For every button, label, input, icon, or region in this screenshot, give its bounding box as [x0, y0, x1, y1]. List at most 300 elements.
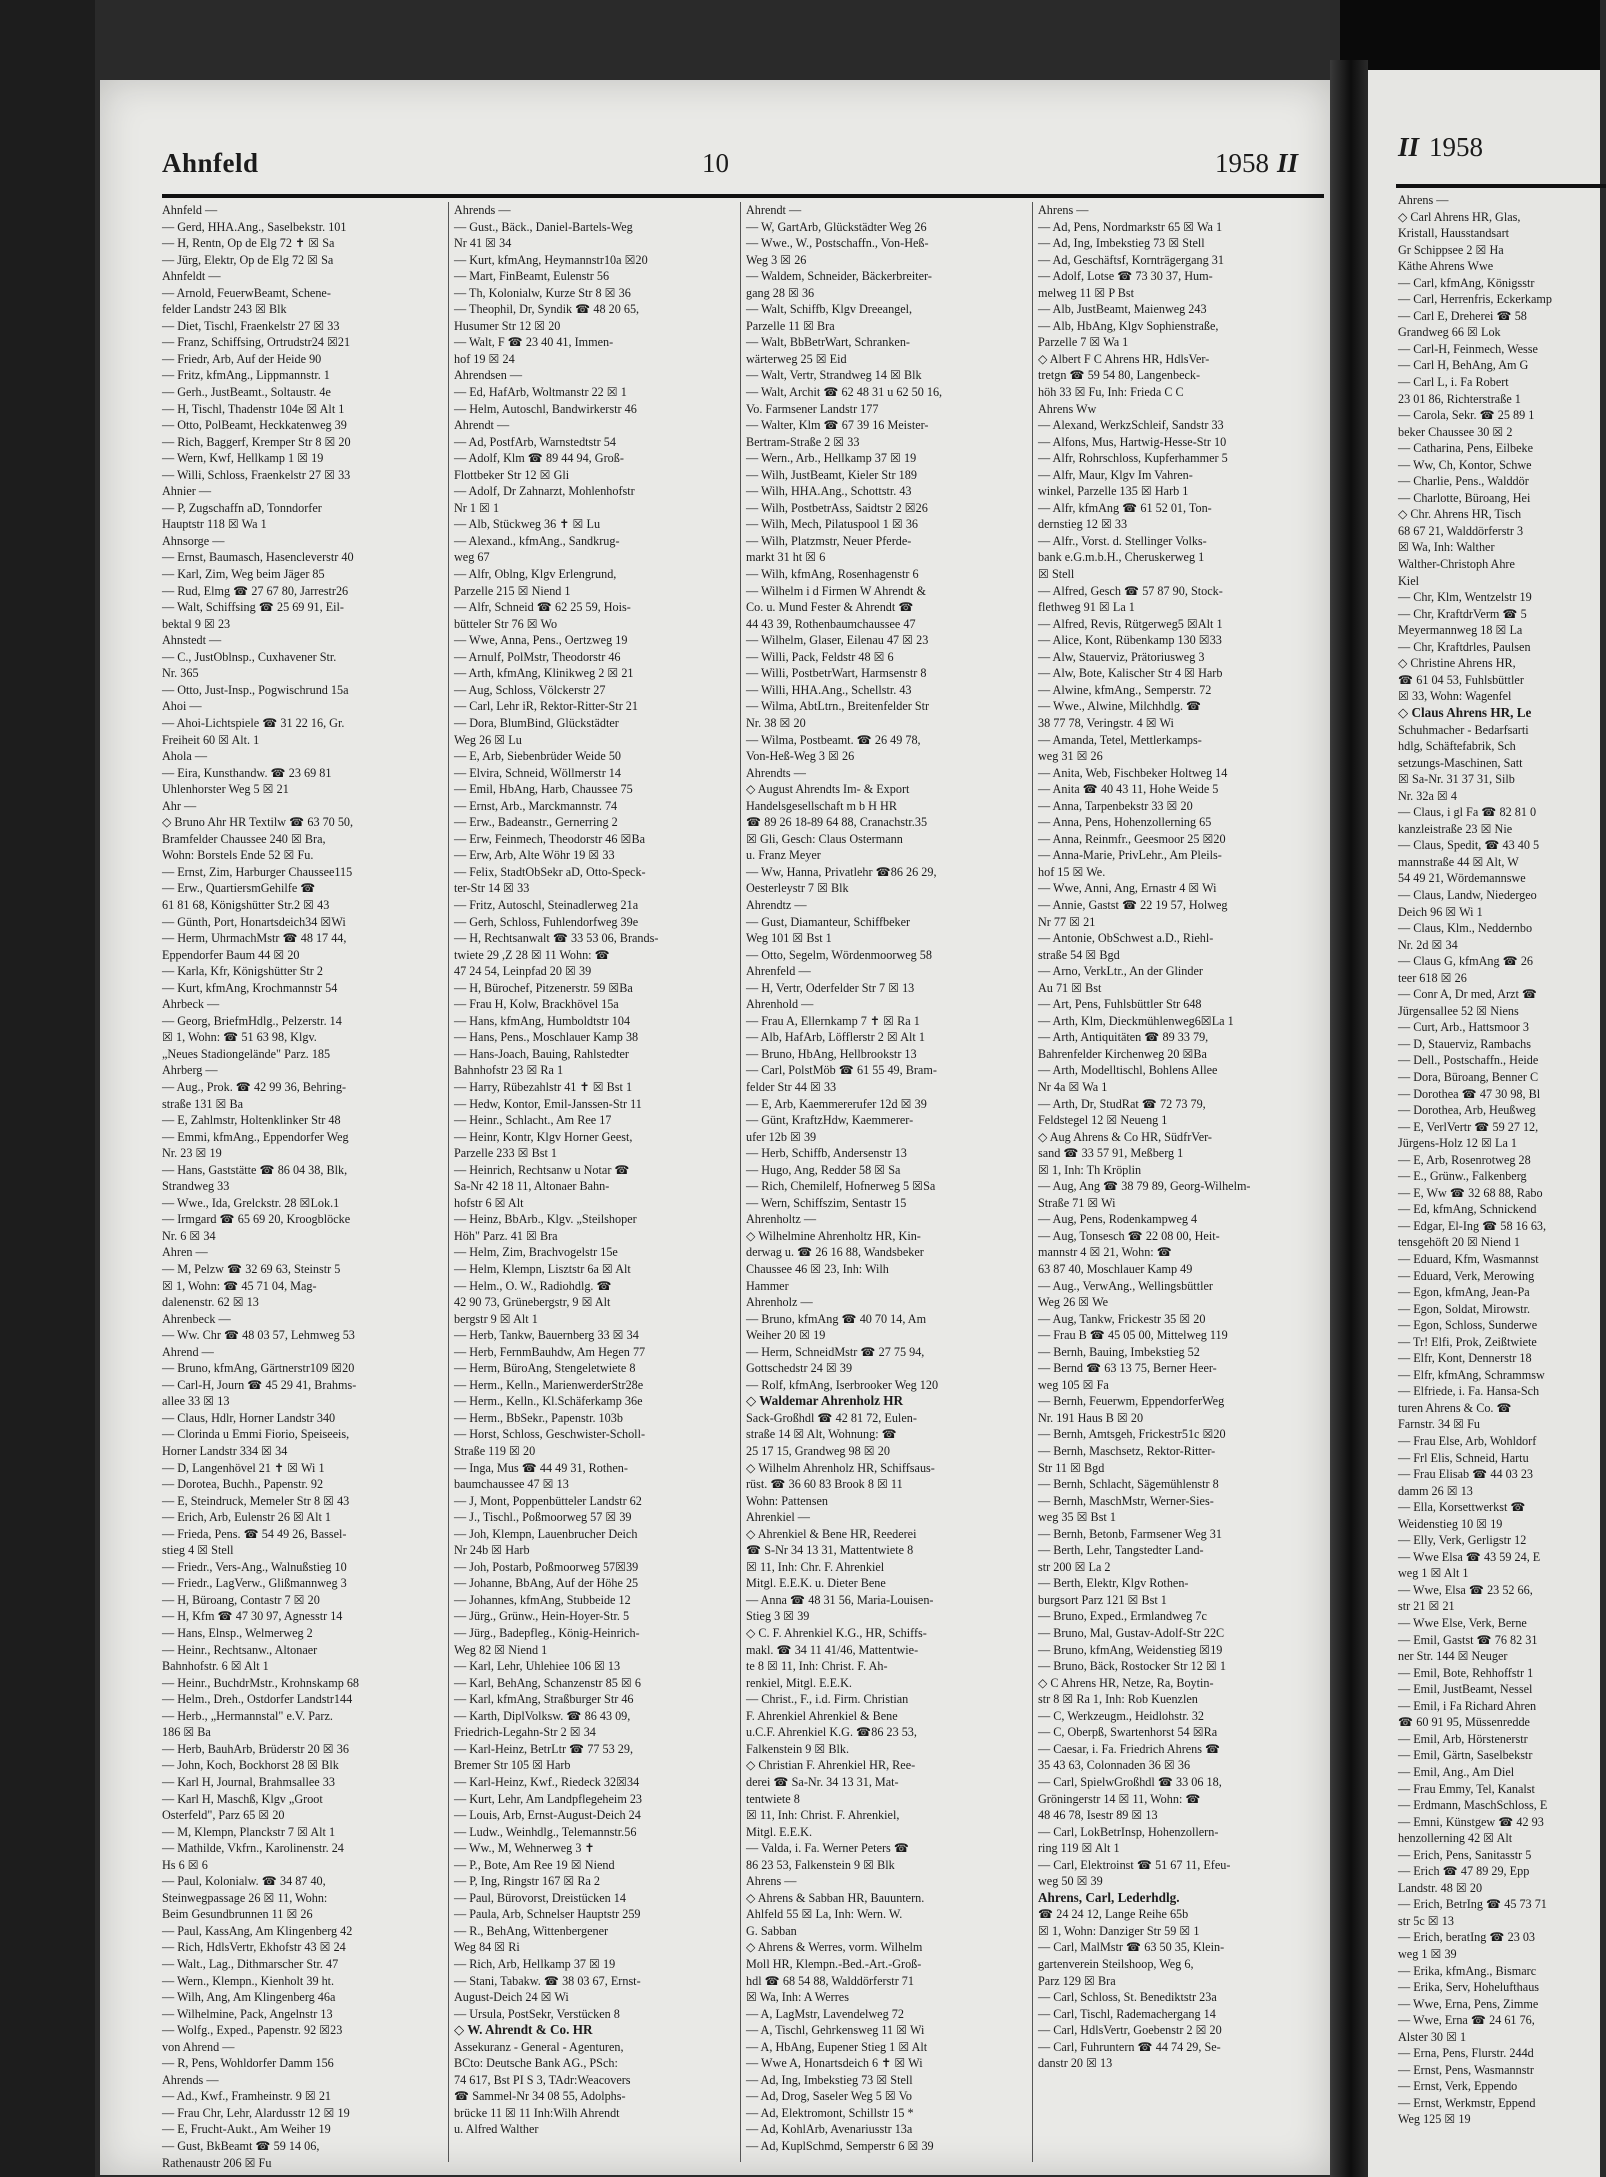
directory-entry-line: — Alfr, Schneid ☎ 62 25 59, Hois-	[454, 600, 631, 615]
directory-entry-line: — Chr, Kraftdrles, Paulsen	[1398, 639, 1531, 654]
volume-numeral: II	[1276, 148, 1298, 178]
directory-entry-line: — Carl, MalMstr ☎ 63 50 35, Klein-	[1038, 1940, 1225, 1955]
directory-entry-line: — Frl Elis, Schneid, Hartu	[1398, 1450, 1529, 1465]
directory-entry-line: — Berth, Elektr, Klgv Rothen-	[1038, 1576, 1189, 1591]
directory-entry-line: Friedrich-Legahn-Str 2 ☒ 34	[454, 1725, 596, 1740]
directory-entry-line: — Edgar, El-Ing ☎ 58 16 63,	[1398, 1218, 1547, 1233]
directory-entry-line: — Herm., Kelln., MarienwerderStr28e	[454, 1377, 644, 1392]
directory-entry-line: — Herb, Tankw, Bauernberg 33 ☒ 34	[454, 1328, 639, 1343]
directory-entry-line: — Helm, Autoschl, Bandwirkerstr 46	[454, 401, 637, 416]
directory-entry-line: — Dora, BlumBind, Glückstädter	[454, 715, 619, 730]
directory-entry-line: — Bruno, Exped., Ermlandweg 7c	[1038, 1609, 1207, 1624]
directory-entry-line: Str 11 ☒ Bgd	[1038, 1460, 1105, 1475]
directory-entry-line: — Willi, PostbetrWart, Harmsenstr 8	[746, 666, 927, 681]
directory-entry-line: Walther-Christoph Ahre	[1398, 557, 1515, 572]
directory-entry-line: weg 35 ☒ Bst 1	[1038, 1510, 1116, 1525]
directory-entry-line: — Clorinda u Emmi Fiorio, Speiseeis,	[162, 1427, 350, 1442]
column-4	[1038, 202, 1318, 2162]
directory-entry-line: Wohn: Pattensen	[746, 1493, 828, 1508]
directory-entry-line: kanzleistraße 23 ☒ Nie	[1398, 821, 1513, 836]
directory-entry-line: — Frau Elisab ☎ 44 03 23	[1398, 1467, 1534, 1482]
directory-entry-line: Parzelle 233 ☒ Bst 1	[454, 1146, 557, 1161]
directory-entry-line: — Hans, Pens., Moschlauer Kamp 38	[454, 1030, 639, 1045]
directory-entry-line: — Walt, Schiffb, Klgv Dreeangel,	[746, 302, 913, 317]
directory-entry-line: Nr. 6 ☒ 34	[162, 1228, 216, 1243]
directory-entry-line: höh 33 ☒ Fu, Inh: Frieda C C	[1038, 385, 1184, 400]
directory-entry-line: Jürgens-Holz 12 ☒ La 1	[1398, 1136, 1518, 1151]
directory-entry-line: Ahrens —	[746, 1874, 797, 1889]
directory-entry-line: Ahrendt —	[454, 418, 510, 433]
directory-entry-line: — Carl E, Dreherei ☎ 58	[1398, 308, 1527, 323]
directory-entry-line: Kiel	[1398, 573, 1419, 588]
directory-entry-line: Eppendorfer Baum 44 ☒ 20	[162, 947, 300, 962]
directory-entry-line: — Erika, kfmAng., Bismarc	[1398, 1963, 1537, 1978]
directory-entry-line: — H, Kfm ☎ 47 30 97, Agnesstr 14	[162, 1609, 343, 1624]
directory-entry-line: — Alfons, Mus, Hartwig-Hesse-Str 10	[1038, 434, 1227, 449]
directory-entry-line: — Karl, BehAng, Schanzenstr 85 ☒ 6	[454, 1675, 641, 1690]
directory-entry-line: ◇ August Ahrendts Im- & Export	[746, 782, 910, 797]
directory-entry-line: — Erich, BetrIng ☎ 45 73 71	[1398, 1897, 1547, 1912]
directory-entry-line: — Jürg., Grünw., Hein-Hoyer-Str. 5	[454, 1609, 630, 1624]
directory-entry-line: — Bruno, Bäck, Rostocker Str 12 ☒ 1	[1038, 1659, 1226, 1674]
directory-entry-line: — Johanne, BbAng, Auf der Höhe 25	[454, 1576, 639, 1591]
directory-entry-line: — E., Grünw., Falkenberg	[1398, 1169, 1527, 1184]
directory-entry-line: — Frau Emmy, Tel, Kanalst	[1398, 1781, 1535, 1796]
directory-entry-line: Ahrenkiel —	[746, 1510, 810, 1525]
directory-entry-line: — Carl, Elektroinst ☎ 51 67 11, Efeu-	[1038, 1857, 1231, 1872]
directory-entry-line: Steinwegpassage 26 ☒ 11, Wohn:	[162, 1890, 328, 1905]
directory-entry-line: Nr 1 ☒ 1	[454, 500, 500, 515]
directory-entry-line: — W, GartArb, Glückstädter Weg 26	[746, 219, 927, 234]
directory-entry-line: — Dorothea ☎ 47 30 98, Bl	[1398, 1086, 1541, 1101]
directory-entry-line: — Anna, Tarpenbekstr 33 ☒ 20	[1038, 798, 1193, 813]
directory-entry-line: Weiher 20 ☒ 19	[746, 1328, 826, 1343]
directory-entry-line: — Arth, Dr, StudRat ☎ 72 73 79,	[1038, 1096, 1206, 1111]
directory-entry-line: — Alexand, WerkzSchleif, Sandstr 33	[1038, 418, 1224, 433]
directory-entry-line: — Herb., „Hermannstal" e.V. Parz.	[162, 1708, 333, 1723]
directory-entry-line: Ahrendsen —	[454, 368, 523, 383]
directory-entry-line: — Emil, Bote, Rehhoffstr 1	[1398, 1665, 1534, 1680]
directory-entry-line: ☒ Gli, Gesch: Claus Ostermann	[746, 831, 903, 846]
directory-entry-line: — Alw, Bote, Kalischer Str 4 ☒ Harb	[1038, 666, 1223, 681]
directory-entry-line: — Karl H, Maschß, Klgv „Groot	[162, 1791, 323, 1806]
directory-entry-line: u. Alfred Walther	[454, 2122, 539, 2137]
directory-entry-line: — Emil, Gastst ☎ 76 82 31	[1398, 1632, 1538, 1647]
header-rule	[162, 194, 1324, 198]
directory-entry-line: Bahrenfelder Kirchenweg 20 ☒Ba	[1038, 1046, 1207, 1061]
directory-entry-line: — Anna, Pens, Hohenzollerning 65	[1038, 815, 1212, 830]
directory-entry-line: wärterweg 25 ☒ Eid	[746, 351, 847, 366]
directory-entry-line: — Anna ☎ 48 31 56, Maria-Louisen-	[746, 1592, 934, 1607]
right-volume-numeral: II	[1398, 132, 1420, 162]
directory-entry-line: — Otto, PolBeamt, Heckkatenweg 39	[162, 418, 347, 433]
directory-entry-line: — Kurt, Lehr, Am Landpflegeheim 23	[454, 1791, 643, 1806]
directory-entry-line: Ahnstedt —	[162, 633, 222, 648]
directory-entry-line: — John, Koch, Bockhorst 28 ☒ Blk	[162, 1758, 339, 1773]
directory-entry-line: — Ad., Kwf., Framheinstr. 9 ☒ 21	[162, 2089, 332, 2104]
directory-entry-line: — Arth, Modelltischl, Bohlens Allee	[1038, 1063, 1218, 1078]
directory-entry-line: — Ed, HafArb, Woltmanstr 22 ☒ 1	[454, 385, 627, 400]
directory-entry-line: — Antonie, ObSchwest a.D., Riehl-	[1038, 931, 1214, 946]
directory-entry-line: — Dorothea, Arb, Heußweg	[1398, 1103, 1536, 1118]
directory-entry-line: — Günth, Port, Honartsdeich34 ☒Wi	[162, 914, 346, 929]
directory-entry-line: ☒ Stell	[1038, 567, 1075, 582]
directory-entry-line: — Wilh, Mech, Pilatuspool 1 ☒ 36	[746, 517, 919, 532]
directory-entry-line: — Erich ☎ 47 89 29, Epp	[1398, 1864, 1530, 1879]
directory-entry-line: — Ww, Hanna, Privatlehr ☎86 26 29,	[746, 864, 937, 879]
directory-entry-line: Vo. Farmsener Landstr 177	[746, 401, 879, 416]
directory-entry-line: — Wwe, Erna, Pens, Zimme	[1398, 1996, 1539, 2011]
directory-entry-line: ☒ Sa-Nr. 31 37 31, Silb	[1398, 772, 1515, 787]
directory-entry-line: ☒ 1, Wohn: ☎ 45 71 04, Mag-	[162, 1278, 317, 1293]
directory-entry-line: — Rich, Arb, Hellkamp 37 ☒ 19	[454, 1956, 616, 1971]
directory-entry-line: Hs 6 ☒ 6	[162, 1857, 208, 1872]
directory-entry-line: — Emni, Künstgew ☎ 42 93	[1398, 1814, 1544, 1829]
directory-entry-line: — Caesar, i. Fa. Friedrich Ahrens ☎	[1038, 1741, 1221, 1756]
directory-entry-line: — Walt., Lag., Dithmarscher Str. 47	[162, 1956, 339, 1971]
directory-entry-line: — Alw, Stauerviz, Prätoriusweg 3	[1038, 649, 1205, 664]
directory-entry-line: G. Sabban	[746, 1923, 797, 1938]
directory-entry-line: — Claus, Hdlr, Horner Landstr 340	[162, 1410, 336, 1425]
directory-entry-line: — Elfr, Kont, Dennerstr 18	[1398, 1351, 1532, 1366]
directory-entry-line: Ahrenhold —	[746, 997, 814, 1012]
directory-entry-line: — Gerh, Schloss, Fuhlendorfweg 39e	[454, 914, 639, 929]
directory-entry-line: — Wwe, Anni, Ang, Ernastr 4 ☒ Wi	[1038, 881, 1217, 896]
directory-entry-line: — Alwine, kfmAng., Semperstr. 72	[1038, 682, 1212, 697]
directory-entry-line: — Heinr., BuchdrMstr., Krohnskamp 68	[162, 1675, 360, 1690]
directory-entry-line: — Aug, Pens, Rodenkampweg 4	[1038, 1212, 1198, 1227]
directory-entry-line: — Eduard, Kfm, Wasmannst	[1398, 1252, 1539, 1266]
directory-entry-line: — Elly, Verk, Gerligstr 12	[1398, 1533, 1527, 1548]
directory-entry-line: henzollerning 42 ☒ Alt	[1398, 1831, 1513, 1846]
directory-entry-line: Bertram-Straße 2 ☒ 33	[746, 434, 860, 449]
directory-entry-line: — Erna, Pens, Flurstr. 244d	[1398, 2046, 1534, 2061]
directory-entry-line: ☒ 1, Inh: Th Kröplin	[1038, 1162, 1142, 1177]
directory-entry-line: Nr 24b ☒ Harb	[454, 1543, 530, 1558]
directory-entry-line: — Helm., O. W., Radiohdlg. ☎	[454, 1278, 612, 1293]
directory-entry-line: — Anita, Web, Fischbeker Holtweg 14	[1038, 765, 1228, 780]
directory-entry-line: — A, LagMstr, Lavendelweg 72	[746, 2006, 904, 2021]
directory-entry-line: renkiel, Mitgl. E.E.K.	[746, 1675, 852, 1690]
directory-entry-line: — H, Büroang, Contastr 7 ☒ 20	[162, 1592, 320, 1607]
directory-entry-line: 86 23 53, Falkenstein 9 ☒ Blk	[746, 1857, 895, 1872]
directory-entry-line: — E, VerlVertr ☎ 59 27 12,	[1398, 1119, 1539, 1134]
directory-entry-line: tensgehöft 20 ☒ Niend 1	[1398, 1235, 1520, 1250]
directory-entry-line: — Emil, Arb, Hörstenerstr	[1398, 1731, 1528, 1746]
directory-entry-line: — Günt, KraftzHdw, Kaemmerer-	[746, 1113, 914, 1128]
directory-entry-line: — H, Tischl, Thadenstr 104e ☒ Alt 1	[162, 401, 345, 416]
directory-entry-line: — Bruno, kfmAng, Gärtnerstr109 ☒20	[162, 1361, 355, 1376]
directory-entry-line: Moll HR, Klempn.-Bed.-Art.-Groß-	[746, 1956, 922, 1971]
directory-entry-line: Ahrends —	[454, 203, 511, 217]
directory-entry-line: — Alexand., kfmAng., Sandkrug-	[454, 533, 620, 548]
directory-entry-line: — Wilh, JustBeamt, Kieler Str 189	[746, 467, 917, 482]
directory-entry-line: Nr 77 ☒ 21	[1038, 914, 1096, 929]
directory-entry-line: — Wilh, Ang, Am Klingenberg 46a	[162, 1990, 336, 2005]
directory-entry-line: — Arno, VerkLtr., An der Glinder	[1038, 964, 1203, 979]
directory-entry-line: — Otto, Just-Insp., Pogwischrund 15a	[162, 682, 349, 697]
directory-entry-line: — Herm, UhrmachMstr ☎ 48 17 44,	[162, 931, 347, 946]
directory-entry-line: weg 31 ☒ 26	[1038, 749, 1103, 764]
directory-entry-line: — Ursula, PostSekr, Verstücken 8	[454, 2006, 620, 2021]
directory-entry-line: — Adolf, Lotse ☎ 73 30 37, Hum-	[1038, 269, 1213, 284]
directory-entry-line: ☎ 60 91 95, Müssenredde	[1398, 1715, 1530, 1730]
directory-entry-line: ring 119 ☒ Alt 1	[1038, 1841, 1120, 1856]
directory-entry-line: Ahrenbeck —	[162, 1311, 231, 1326]
directory-entry-line: — Aug, Tankw, Frickestr 35 ☒ 20	[1038, 1311, 1206, 1326]
directory-entry-line: — Herb, BauhArb, Brüderstr 20 ☒ 36	[162, 1741, 349, 1756]
directory-entry-line: 38 77 78, Veringstr. 4 ☒ Wi	[1038, 715, 1174, 730]
directory-entry-line: 63 87 40, Moschlauer Kamp 49	[1038, 1262, 1193, 1276]
right-page-column	[1398, 192, 1598, 2152]
scan-background-left	[0, 0, 95, 2177]
directory-entry-line: — Kurt, kfmAng, Heymannstr10a ☒20	[454, 252, 648, 267]
directory-entry-line: 44 43 39, Rothenbaumchaussee 47	[746, 616, 916, 631]
directory-entry-line: — Wwe Elsa ☎ 43 59 24, E	[1398, 1549, 1541, 1564]
directory-entry-line: ufer 12b ☒ 39	[746, 1129, 817, 1144]
directory-entry-line: — Wolfg., Exped., Papenstr. 92 ☒23	[162, 2023, 343, 2038]
directory-entry-line: — Bernh, Betonb, Farmsener Weg 31	[1038, 1526, 1222, 1541]
directory-entry-line: — A, HbAng, Eupener Stieg 1 ☒ Alt	[746, 2039, 928, 2054]
directory-entry-line: — Joh, Postarb, Poßmoorweg 57☒39	[454, 1559, 639, 1574]
directory-entry-line: — Hedw, Kontor, Emil-Janssen-Str 11	[454, 1096, 642, 1111]
directory-entry-line: Rathenaustr 206 ☒ Fu	[162, 2155, 272, 2170]
right-page-header	[1398, 132, 1483, 163]
directory-entry-line: — Emil, Gärtn, Saselbekstr	[1398, 1748, 1533, 1763]
directory-entry-line: — Theophil, Dr, Syndik ☎ 48 20 65,	[454, 302, 640, 317]
directory-entry-line: — Georg, BriefmHdlg., Pelzerstr. 14	[162, 1013, 342, 1028]
directory-entry-line: Weg 26 ☒ We	[1038, 1295, 1108, 1310]
directory-entry-line: weg 1 ☒ Alt 1	[1398, 1566, 1469, 1581]
directory-entry-line: melweg 11 ☒ P Bst	[1038, 285, 1135, 300]
directory-entry-line: — Walt, Archit ☎ 62 48 31 u 62 50 16,	[746, 385, 943, 400]
directory-entry-line: — Walt, Vertr, Strandweg 14 ☒ Blk	[746, 368, 922, 383]
directory-entry-line: Weidenstieg 10 ☒ 19	[1398, 1516, 1503, 1531]
column-1	[162, 202, 442, 2170]
directory-entry-line: — Helm, Zim, Brachvogelstr 15e	[454, 1245, 618, 1260]
directory-entry-line: weg 67	[454, 550, 490, 565]
directory-entry-line: — Erich, Pens, Sanitasstr 5	[1398, 1847, 1532, 1862]
directory-entry-line: — Walt, F ☎ 23 40 41, Immen-	[454, 335, 614, 350]
directory-entry-line: — Carl, Herrenfris, Eckerkamp	[1398, 292, 1552, 307]
directory-entry-line: — Frau A, Ellernkamp 7 ✝ ☒ Ra 1	[746, 1013, 920, 1028]
directory-entry-line: — H, Vertr, Oderfelder Str 7 ☒ 13	[746, 980, 915, 995]
directory-entry-line: ◇ Chr. Ahrens HR, Tisch	[1398, 507, 1522, 522]
directory-entry-line: — Wilma, AbtLtrn., Breitenfelder Str	[746, 699, 930, 714]
directory-entry-line: Ahrens —	[1398, 193, 1449, 207]
directory-entry-line: ◇ Ahrens & Sabban HR, Bauuntern.	[746, 1890, 925, 1905]
directory-entry-line: Sa-Nr 42 18 11, Altonaer Bahn-	[454, 1179, 610, 1194]
directory-entry-line: ner Str. 144 ☒ Neuger	[1398, 1649, 1508, 1664]
directory-entry-line: — Valda, i. Fa. Werner Peters ☎	[746, 1841, 910, 1856]
column-divider	[1032, 202, 1033, 2162]
directory-entry-line: hof 19 ☒ 24	[454, 351, 515, 366]
directory-entry-line: turen Ahrens & Co. ☎	[1398, 1400, 1512, 1415]
directory-entry-line: — Paul, KassAng, Am Klingenberg 42	[162, 1923, 353, 1938]
directory-entry-line: ter-Str 14 ☒ 33	[454, 881, 530, 896]
directory-entry-line: mannstraße 44 ☒ Alt, W	[1398, 854, 1519, 869]
directory-entry-line: 42 90 73, Grünebergstr, 9 ☒ Alt	[454, 1295, 611, 1310]
directory-entry-line: ☒ 1, Wohn: Danziger Str 59 ☒ 1	[1038, 1923, 1200, 1938]
directory-entry-line: Beim Gesundbrunnen 11 ☒ 26	[162, 1907, 313, 1922]
directory-entry-line: ◇ Christian F. Ahrenkiel HR, Ree-	[746, 1758, 916, 1773]
directory-entry-line: — Herm, BüroAng, Stengeletwiete 8	[454, 1361, 636, 1376]
directory-entry-line: — Willi, Pack, Feldstr 48 ☒ 6	[746, 649, 894, 664]
directory-entry-line: — Johannes, kfmAng, Stubbeide 12	[454, 1592, 631, 1607]
directory-entry-line: beker Chaussee 30 ☒ 2	[1398, 424, 1513, 439]
directory-entry-line: ◇ Ahrenkiel & Bene HR, Reederei	[746, 1526, 917, 1541]
directory-entry-line: — P., Bote, Am Ree 19 ☒ Niend	[454, 1857, 615, 1872]
directory-entry-line: bektal 9 ☒ 23	[162, 616, 231, 631]
year-text: 1958	[1214, 148, 1269, 178]
directory-entry-line: — Friedr., Vers-Ang., Walnußstieg 10	[162, 1559, 347, 1574]
directory-entry-line: — Carl, LokBetrInsp, Hohenzollern-	[1038, 1824, 1219, 1839]
directory-entry-line: — E, Arb, Rosenrotweg 28	[1398, 1152, 1531, 1167]
directory-entry-line: — Stani, Tabakw. ☎ 38 03 67, Ernst-	[454, 1973, 641, 1988]
directory-entry-line: — E, Arb, Siebenbrüder Weide 50	[454, 749, 622, 764]
directory-entry-line: — Bernh, Amtsgeh, Frickestr51c ☒20	[1038, 1427, 1226, 1442]
directory-entry-line: — Carl H, BehAng, Am G	[1398, 358, 1529, 373]
directory-entry-line: derwag u. ☎ 26 16 88, Wandsbeker	[746, 1245, 924, 1260]
directory-entry-line: — Wilh, HHA.Ang., Schottstr. 43	[746, 484, 912, 499]
directory-entry-line: gartenverein Steilshoop, Weg 6,	[1038, 1956, 1194, 1971]
directory-entry-line: — Ad, Elektromont, Schillstr 15 *	[746, 2105, 914, 2120]
directory-entry-line: — Franz, Schiffsing, Ortrudstr24 ☒21	[162, 335, 351, 350]
directory-entry-line: — Alb, HbAng, Klgv Sophienstraße,	[1038, 318, 1219, 333]
directory-entry-line: — Elvira, Schneid, Wöllmerstr 14	[454, 765, 621, 780]
directory-entry-line: — E, Zahlmstr, Holtenklinker Str 48	[162, 1113, 341, 1128]
directory-entry-line: — Ad, Ing, Imbekstieg 73 ☒ Stell	[746, 2072, 913, 2087]
directory-entry-line: — Egon, Schloss, Sunderwe	[1398, 1318, 1538, 1333]
directory-entry-line: — Heinrich, Rechtsanw u Notar ☎	[454, 1162, 630, 1177]
directory-entry-line: — Karth, DiplVolksw. ☎ 86 43 09,	[454, 1708, 631, 1723]
directory-entry-line: Nr. 32a ☒ 4	[1398, 788, 1457, 803]
directory-entry-line: — Kurt, kfmAng, Krochmannstr 54	[162, 980, 338, 995]
directory-entry-line: — Alb, JustBeamt, Maienweg 243	[1038, 302, 1207, 317]
directory-entry-line: — Karl, Lehr, Uhlehiee 106 ☒ 13	[454, 1659, 621, 1674]
directory-entry-line: — E, Frucht-Aukt., Am Weiher 19	[162, 2122, 331, 2137]
directory-entry-line: — Felix, StadtObSekr aD, Otto-Speck-	[454, 864, 646, 879]
directory-entry-line: — Wern, Kwf, Hellkamp 1 ☒ 19	[162, 451, 324, 466]
directory-entry-line: bank e.G.m.b.H., Cheruskerweg 1	[1038, 550, 1205, 565]
directory-entry-line: — Wwe, Erna ☎ 24 61 76,	[1398, 2013, 1535, 2028]
directory-entry-line: — Anita ☎ 40 43 11, Hohe Weide 5	[1038, 782, 1219, 797]
directory-entry-line: — Dell., Postschaffn., Heide	[1398, 1053, 1539, 1068]
directory-entry-line: — Erich, Arb, Eulenstr 26 ☒ Alt 1	[162, 1510, 332, 1525]
page-number: 10	[702, 148, 729, 178]
directory-entry-line: — Tr! Elfi, Prok, Zeißtwiete	[1398, 1334, 1537, 1349]
directory-entry-line: — Wwe., Alwine, Milchhdlg. ☎	[1038, 699, 1202, 714]
directory-entry-line: — Erdmann, MaschSchloss, E	[1398, 1798, 1548, 1813]
directory-entry-line: ◇ C. F. Ahrenkiel K.G., HR, Schiffs-	[746, 1626, 927, 1641]
directory-entry-line: — Ernst, Arb., Marckmannstr. 74	[454, 798, 618, 813]
directory-entry-line: — Gerd, HHA.Ang., Saselbekstr. 101	[162, 219, 347, 234]
directory-entry-line: Nr. 38 ☒ 20	[746, 715, 806, 730]
directory-entry-line: markt 31 ht ☒ 6	[746, 550, 826, 565]
directory-entry-line: — Wilma, Postbeamt. ☎ 26 49 78,	[746, 732, 921, 747]
directory-entry-line: — Herm, SchneidMstr ☎ 27 75 94,	[746, 1344, 925, 1359]
directory-entry-line: — Arnulf, PolMstr, Theodorstr 46	[454, 649, 621, 664]
directory-entry-line: str 5c ☒ 13	[1398, 1913, 1454, 1928]
directory-entry-line: — Carl, Tischl, Rademachergang 14	[1038, 2006, 1216, 2021]
directory-entry-line: straße 131 ☒ Ba	[162, 1096, 243, 1111]
directory-entry-line: Gottschedstr 24 ☒ 39	[746, 1361, 853, 1376]
directory-entry-line: — Ad, Geschäftsf, Kornträgergang 31	[1038, 252, 1224, 267]
directory-entry-line: burgsort Parz 121 ☒ Bst 1	[1038, 1592, 1167, 1607]
directory-entry-line: — Ed, kfmAng, Schnickend	[1398, 1202, 1537, 1217]
directory-entry-line: — Carl, Lehr iR, Rektor-Ritter-Str 21	[454, 699, 638, 714]
directory-entry-line: danstr 20 ☒ 13	[1038, 2056, 1113, 2071]
directory-entry-line: — Chr, Klm, Wentzelstr 19	[1398, 590, 1532, 605]
directory-entry-line: — Alfr, Maur, Klgv Im Vahren-	[1038, 467, 1193, 482]
directory-entry-line: ☎ Sammel-Nr 34 08 55, Adolphs-	[454, 2089, 626, 2104]
directory-entry-line: Deich 96 ☒ Wi 1	[1398, 904, 1483, 919]
directory-entry-line: gang 28 ☒ 36	[746, 285, 815, 300]
directory-entry-line: — Emil, HbAng, Harb, Chaussee 75	[454, 782, 633, 797]
directory-entry-line: — Aug, Ang ☎ 38 79 89, Georg-Wilhelm-	[1038, 1179, 1251, 1194]
directory-entry-line: — Carl-H, Journ ☎ 45 29 41, Brahms-	[162, 1377, 357, 1392]
directory-entry-line: — Frau B ☎ 45 05 00, Mittelweg 119	[1038, 1328, 1228, 1343]
directory-entry-line: Husumer Str 12 ☒ 20	[454, 318, 561, 333]
directory-entry-line: — Claus, Spedit, ☎ 43 40 5	[1398, 838, 1540, 853]
directory-entry-line: mannstr 4 ☒ 21, Wohn: ☎	[1038, 1245, 1172, 1260]
directory-entry-line: — Erw, Arb, Alte Wöhr 19 ☒ 33	[454, 848, 615, 863]
directory-entry-line: — Carl-H, Feinmech, Wesse	[1398, 341, 1538, 356]
directory-entry-line: — M, Klempn, Planckstr 7 ☒ Alt 1	[162, 1824, 336, 1839]
right-header-rule	[1396, 184, 1606, 188]
directory-entry-line: Feldstegel 12 ☒ Neueng 1	[1038, 1113, 1168, 1128]
directory-entry-line: — Alfred, Revis, Rütgerweg5 ☒Alt 1	[1038, 616, 1223, 631]
directory-entry-line: — Ernst, Verk, Eppendo	[1398, 2079, 1518, 2094]
directory-entry-line: — E, Steindruck, Memeler Str 8 ☒ 43	[162, 1493, 350, 1508]
directory-entry-line: winkel, Parzelle 135 ☒ Harb 1	[1038, 484, 1189, 499]
directory-entry-line: hdlg, Schäftefabrik, Sch	[1398, 739, 1516, 754]
directory-entry-line: — D, Stauerviz, Rambachs	[1398, 1036, 1532, 1051]
directory-entry-line: Weg 101 ☒ Bst 1	[746, 931, 832, 946]
directory-entry-line: Ahrends —	[162, 2072, 219, 2087]
directory-entry-line: ☎ S-Nr 34 13 31, Mattentwiete 8	[746, 1543, 914, 1558]
directory-entry-line: — Dorotea, Buchh., Papenstr. 92	[162, 1477, 324, 1492]
directory-entry-line: — Willi, HHA.Ang., Schellstr. 43	[746, 682, 912, 697]
directory-entry-line: — Claus, Klm., Neddernbo	[1398, 921, 1533, 936]
directory-entry-line: — Rud, Elmg ☎ 27 67 80, Jarrestr26	[162, 583, 349, 598]
directory-entry-line: — Amanda, Tetel, Mettlerkamps-	[1038, 732, 1202, 747]
directory-entry-line: — Wwe., Ida, Grelckstr. 28 ☒Lok.1	[162, 1195, 340, 1210]
directory-entry-line: Von-Heß-Weg 3 ☒ 26	[746, 749, 855, 764]
directory-entry-line: — Elfr, kfmAng, Schrammsw	[1398, 1367, 1545, 1382]
directory-entry-line: ☒ 11, Inh: Chr. F. Ahrenkiel	[746, 1559, 885, 1574]
directory-entry-line: — P, Ing, Ringstr 167 ☒ Ra 2	[454, 1874, 601, 1889]
directory-entry-line: ◇ Wilhelmine Ahrenholtz HR, Kin-	[746, 1228, 921, 1243]
directory-entry-line: „Neues Stadiongelände" Parz. 185	[162, 1046, 331, 1061]
directory-entry-line: — Ella, Korsettwerkst ☎	[1398, 1500, 1526, 1515]
directory-entry-line: hof 15 ☒ We.	[1038, 864, 1106, 879]
directory-entry-line: Uhlenhorster Weg 5 ☒ 21	[162, 782, 289, 797]
directory-entry-line: ☒ Wa, Inh: A Werres	[746, 1990, 849, 2005]
directory-entry-line: dernstieg 12 ☒ 33	[1038, 517, 1128, 532]
directory-entry-line: — Herb, Schiffb, Andersenstr 13	[746, 1146, 907, 1161]
directory-entry-line: — Irmgard ☎ 65 69 20, Kroogblöcke	[162, 1212, 351, 1227]
directory-entry-line: — Alfred, Gesch ☎ 57 87 90, Stock-	[1038, 583, 1223, 598]
directory-entry-line: Ahrenfeld —	[746, 964, 811, 979]
directory-entry-line: — Alb, HafArb, Löfflerstr 2 ☒ Alt 1	[746, 1030, 925, 1045]
entry-columns	[162, 202, 1324, 2170]
directory-entry-line: — Walt, Schiffsing ☎ 25 69 91, Eil-	[162, 600, 344, 615]
directory-entry-line: — Herb, FernmBauhdw, Am Hegen 77	[454, 1344, 646, 1359]
directory-entry-line: — R, Pens, Wohldorfer Damm 156	[162, 2056, 334, 2071]
directory-entry-line: 25 17 15, Grandweg 98 ☒ 20	[746, 1444, 890, 1459]
right-year-text: 1958	[1429, 132, 1484, 162]
